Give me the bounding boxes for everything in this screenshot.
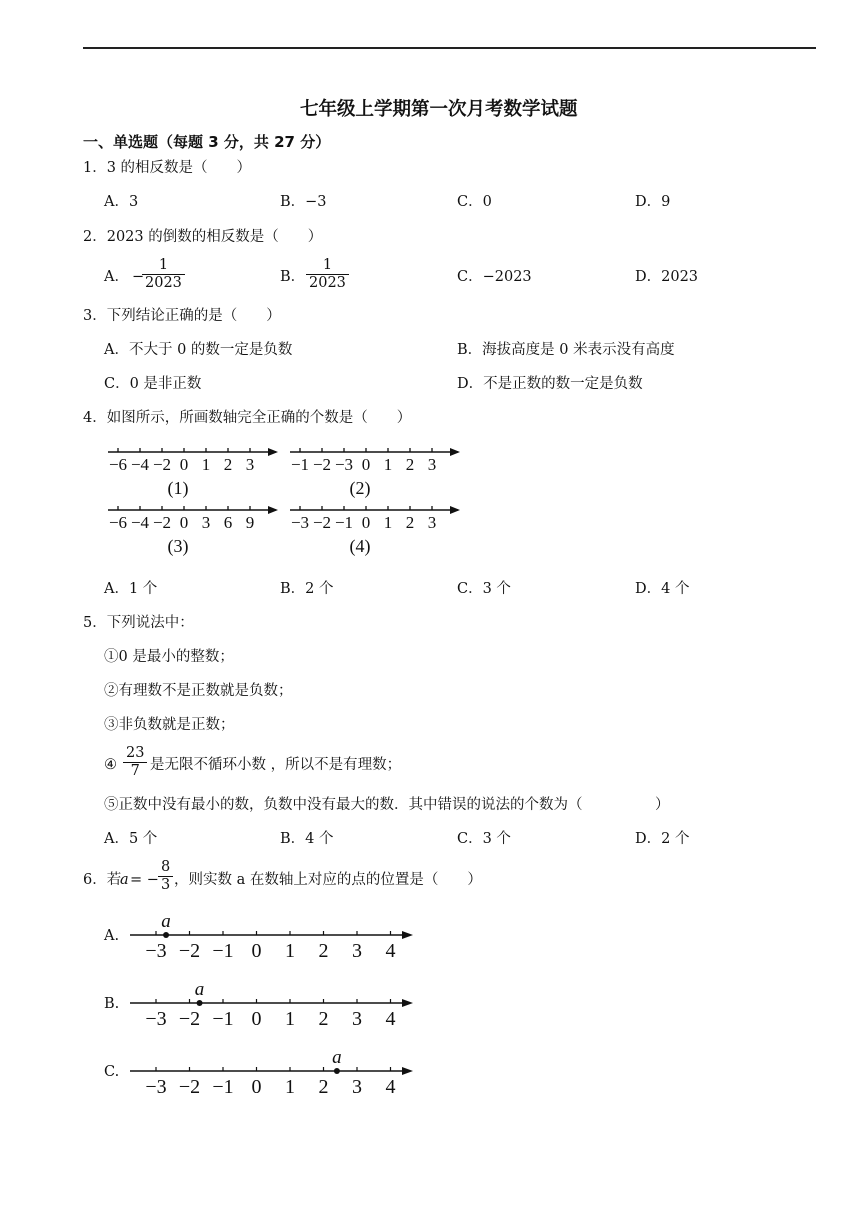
- q2-option-b-fraction: [306, 257, 349, 292]
- q4-option-a: A．1 个: [104, 581, 158, 597]
- tick-label: −1: [212, 1008, 234, 1030]
- tick-label: 1: [201, 455, 211, 474]
- tick-label: 2: [318, 1008, 329, 1030]
- tick-label: 3: [201, 513, 211, 532]
- question-3-stem: 3．下列结论正确的是（ ）: [83, 308, 281, 324]
- q1-option-d: D．9: [635, 194, 671, 210]
- q6-option-c-label: C.: [104, 1064, 120, 1080]
- point-a-label: a: [194, 979, 205, 1000]
- tick-label: −2: [312, 455, 332, 474]
- q3-option-a: A．不大于 0 的数一定是负数: [104, 342, 293, 358]
- tick-label: 1: [383, 513, 393, 532]
- tick-label: 0: [251, 1076, 262, 1098]
- tick-label: 2: [405, 455, 415, 474]
- page-title: 七年级上学期第一次月考数学试题: [300, 99, 578, 120]
- tick-label: 0: [361, 513, 371, 532]
- question-5-stem: 5．下列说法中：: [83, 615, 194, 631]
- q5-option-c: C．3 个: [457, 831, 511, 847]
- axis-arrow: [268, 506, 278, 514]
- tick-label: 2: [318, 1076, 329, 1098]
- q3-option-c: C．0 是非正数: [104, 376, 202, 392]
- q6-fraction: [158, 859, 173, 894]
- tick-label: −1: [334, 513, 354, 532]
- tick-label: 2: [405, 513, 415, 532]
- tick-label: −2: [312, 513, 332, 532]
- q2-option-a-label: A．: [104, 269, 129, 285]
- q1-option-a: A．3: [104, 194, 139, 210]
- tick-label: −2: [152, 455, 172, 474]
- q5-statement-2: ②有理数不是正数就是负数；: [104, 683, 293, 699]
- q5-statement-4-text: 是无限不循环小数 ，所以不是有理数；: [150, 757, 402, 773]
- tick-label: 0: [179, 455, 189, 474]
- fraction-denominator: 2023: [142, 274, 185, 292]
- fraction-denominator: 3: [158, 876, 173, 894]
- tick-label: 4: [385, 940, 396, 962]
- tick-label: 3: [352, 1076, 362, 1098]
- point-a-label: a: [332, 1047, 342, 1068]
- tick-label: −3: [145, 1076, 167, 1098]
- q6-option-b-label: B.: [104, 996, 120, 1012]
- q1-option-c: C．0: [457, 194, 492, 210]
- tick-label: −3: [145, 940, 167, 962]
- q4-option-d: D．4 个: [635, 581, 690, 597]
- number-line-figure: [100, 438, 470, 562]
- q6-stem-prefix: 6．若: [83, 872, 122, 888]
- point-a-dot: [197, 1000, 203, 1006]
- tick-label: 4: [385, 1008, 396, 1030]
- q2-option-b-label: B．: [280, 269, 306, 285]
- figure-caption: (4): [349, 536, 371, 556]
- q6-stem-suffix: ，则实数 a 在数轴上对应的点的位置是（ ）: [174, 872, 482, 888]
- tick-label: 4: [385, 1076, 396, 1098]
- fraction-numerator: 1: [158, 257, 169, 273]
- axis-arrow: [268, 448, 278, 456]
- tick-label: 0: [361, 455, 371, 474]
- q5-option-b: B．4 个: [280, 831, 334, 847]
- point-a-label: a: [161, 911, 171, 932]
- tick-label: 3: [245, 455, 255, 474]
- axis-arrow: [402, 1067, 413, 1075]
- q5-option-a: A．5 个: [104, 831, 158, 847]
- tick-label: −1: [290, 455, 310, 474]
- fraction-denominator: 2023: [306, 274, 349, 292]
- tick-label: 1: [383, 455, 393, 474]
- axis-arrow: [402, 999, 413, 1007]
- figure-caption: (3): [167, 536, 189, 556]
- tick-label: −1: [212, 940, 234, 962]
- tick-label: 0: [179, 513, 189, 532]
- tick-label: 0: [251, 1008, 262, 1030]
- question-4-stem: 4．如图所示，所画数轴完全正确的个数是（ ）: [83, 410, 412, 426]
- tick-label: 3: [352, 1008, 362, 1030]
- q5-statement-1: ①0 是最小的整数；: [104, 649, 234, 665]
- q6-variable: a: [120, 872, 129, 888]
- q5-statement-4-mark: ④: [104, 757, 117, 773]
- header-rule: [83, 47, 816, 49]
- q6-option-a-label: A.: [104, 928, 120, 944]
- q4-option-c: C．3 个: [457, 581, 511, 597]
- tick-label: −3: [145, 1008, 167, 1030]
- tick-label: 1: [285, 940, 295, 962]
- tick-label: −2: [178, 940, 201, 962]
- tick-label: 1: [285, 1008, 295, 1030]
- q4-option-b: B．2 个: [280, 581, 334, 597]
- axis-arrow: [450, 448, 460, 456]
- tick-label: 3: [427, 513, 437, 532]
- q2-option-d: D．2023: [635, 269, 699, 285]
- tick-label: −3: [334, 455, 354, 474]
- fraction-denominator: 7: [123, 762, 147, 780]
- tick-label: −3: [290, 513, 310, 532]
- tick-label: 0: [251, 940, 262, 962]
- tick-label: −4: [130, 455, 150, 474]
- tick-label: −6: [108, 455, 128, 474]
- q3-option-b: B．海拔高度是 0 米表示没有高度: [457, 342, 675, 358]
- point-a-dot: [334, 1068, 340, 1074]
- tick-label: −2: [152, 513, 172, 532]
- q2-option-c: C．−2023: [457, 269, 532, 285]
- tick-label: 1: [285, 1076, 295, 1098]
- tick-label: −6: [108, 513, 128, 532]
- q6-number-lines: [120, 905, 430, 1105]
- q5-statement-3: ③非负数就是正数；: [104, 717, 235, 733]
- q5-option-d: D．2 个: [635, 831, 690, 847]
- q5-statement-4-fraction: [123, 745, 147, 780]
- tick-label: 2: [223, 455, 233, 474]
- axis-arrow: [402, 931, 413, 939]
- q3-option-d: D．不是正数的数一定是负数: [457, 376, 643, 392]
- fraction-numerator: 8: [161, 859, 171, 875]
- tick-label: −2: [178, 1008, 201, 1030]
- question-1-stem: 1．3 的相反数是（ ）: [83, 160, 252, 176]
- fraction-numerator: 23: [126, 745, 145, 761]
- tick-label: −1: [212, 1076, 234, 1098]
- tick-label: 2: [318, 940, 329, 962]
- tick-label: 9: [245, 513, 255, 532]
- q5-statement-5: ⑤正数中没有最小的数，负数中没有最大的数．其中错误的说法的个数为（ ）: [104, 797, 670, 813]
- q6-equals-minus: = −: [130, 872, 159, 888]
- tick-label: −4: [130, 513, 150, 532]
- question-2-stem: 2．2023 的倒数的相反数是（ ）: [83, 229, 323, 245]
- q2-option-a-sign: −: [132, 269, 145, 285]
- q2-option-a-fraction: [142, 257, 185, 292]
- tick-label: 3: [352, 940, 362, 962]
- section-heading: 一、单选题（每题 3 分，共 27 分）: [83, 133, 331, 151]
- tick-label: −2: [178, 1076, 201, 1098]
- point-a-dot: [163, 932, 169, 938]
- tick-label: 6: [223, 513, 233, 532]
- tick-label: 3: [427, 455, 437, 474]
- fraction-numerator: 1: [322, 257, 333, 273]
- q1-option-b: B．−3: [280, 194, 327, 210]
- axis-arrow: [450, 506, 460, 514]
- figure-caption: (1): [167, 478, 189, 498]
- figure-caption: (2): [349, 478, 371, 498]
